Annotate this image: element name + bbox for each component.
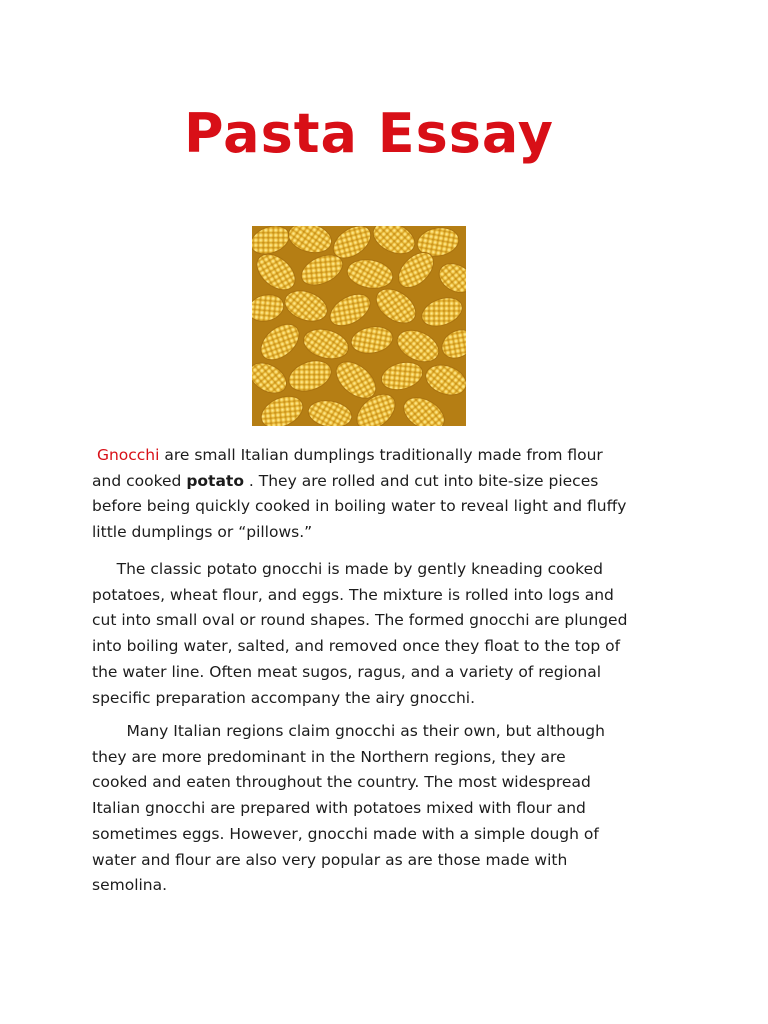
essay-line: Many Italian regions claim gnocchi as their own, but although	[92, 722, 605, 740]
essay-line	[92, 443, 692, 469]
essay-paragraph-2	[92, 557, 692, 711]
essay-line: cut into small oval or round shapes. The formed gnocchi are plunged	[92, 611, 628, 630]
essay-line: The classic potato gnocchi is made by gently kneading cooked	[92, 560, 603, 578]
essay-line: water and flour are also very popular as are those made with	[92, 850, 568, 869]
text-run: and cooked	[92, 471, 187, 490]
essay-line: semolina.	[92, 876, 168, 895]
essay-paragraph-1	[92, 443, 692, 546]
essay-line: cooked and eaten throughout the country. The most widespread	[92, 773, 591, 792]
text-run: . They are rolled and cut into bite-size pieces	[243, 471, 599, 490]
essay-line: Italian gnocchi are prepared with potatoes mixed with flour and	[92, 799, 586, 818]
gnocchi-pasta-image	[252, 226, 466, 426]
essay-line: sometimes eggs. However, gnocchi made with a simple dough of	[92, 824, 599, 843]
gnocchi-term: Gnocchi	[96, 446, 160, 464]
essay-line: specific preparation accompany the airy gnocchi.	[92, 688, 475, 707]
essay-line: the water line. Often meat sugos, ragus, and a variety of regional	[92, 662, 602, 681]
essay-line: they are more predominant in the Northern regions, they are	[92, 747, 566, 766]
text-run: are small Italian dumplings traditionally made from flour	[159, 446, 603, 464]
page-title: Pasta Essay	[184, 102, 554, 165]
potato-term: potato	[186, 471, 244, 490]
essay-line: before being quickly cooked in boiling water to reveal light and fluffy	[92, 497, 627, 516]
essay-paragraph-3	[92, 719, 692, 899]
essay-line: little dumplings or “pillows.”	[92, 523, 313, 542]
essay-line: potatoes, wheat flour, and eggs. The mixture is rolled into logs and	[92, 585, 614, 604]
essay-line: into boiling water, salted, and removed once they float to the top of	[92, 637, 621, 656]
essay-line	[92, 469, 692, 495]
